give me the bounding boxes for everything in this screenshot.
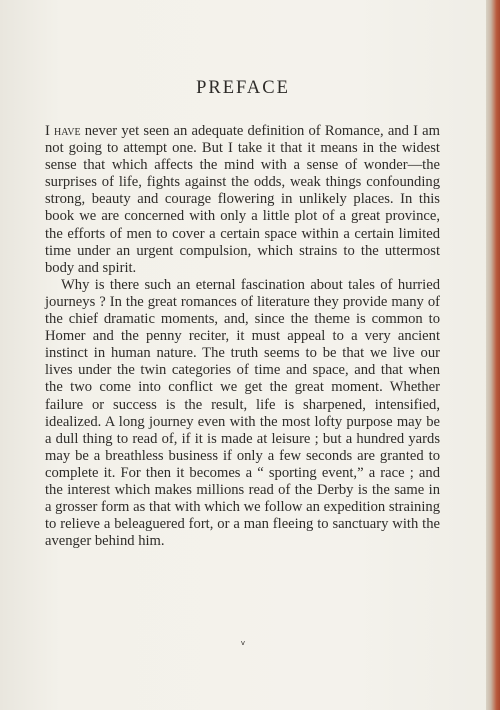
paragraph-2: Why is there such an eternal fascination about tales of hurried journeys ? In the great romances of literature they provide many of the chief dramatic moments, and, since the theme is common to Homer and the penny reciter, it must appeal to a very ancient instinct in human nature. The truth seems to be that we live our lives under the twin categories of time and space, and that when the two come into conflict we get the great moment. Whether failure or success is the result, life is sharpened, intensified, idealized. A long journey even with the most lofty purpose may be a dull thing to read of, if it is made at leisure ; but a hundred yards may be a breathless business if only a few seconds are granted to complete it. For then it becomes a “ sporting event,” a race ; and the interest which makes millions read of the Derby is the same in a grosser form as that with which we follow an expedition straining to relieve a beleaguered fort, or a man fleeing to sanctuary with the avenger behind him. — [45, 276, 440, 550]
paragraph-1-text: never yet seen an adequate definition of Romance, and I am not going to attempt one. But I take it that it means in the widest sense that which affects the mind with a sense of wonder—the surprises of life, fights against the odds, weak things confounding strong, beauty and courage flowering in unlikely places. In this book we are concerned with only a little plot of a great province, the efforts of men to cover a certain space within a certain limited time under an urgent compulsion, which strains to the uttermost body and spirit. — [45, 123, 440, 276]
preface-text — [45, 123, 440, 550]
paragraph-opening-words: I have — [45, 123, 81, 139]
preface-heading: PREFACE — [196, 78, 290, 98]
book-binding-edge — [486, 0, 500, 710]
paragraph-1 — [45, 123, 440, 277]
signature-mark: v — [240, 639, 246, 647]
